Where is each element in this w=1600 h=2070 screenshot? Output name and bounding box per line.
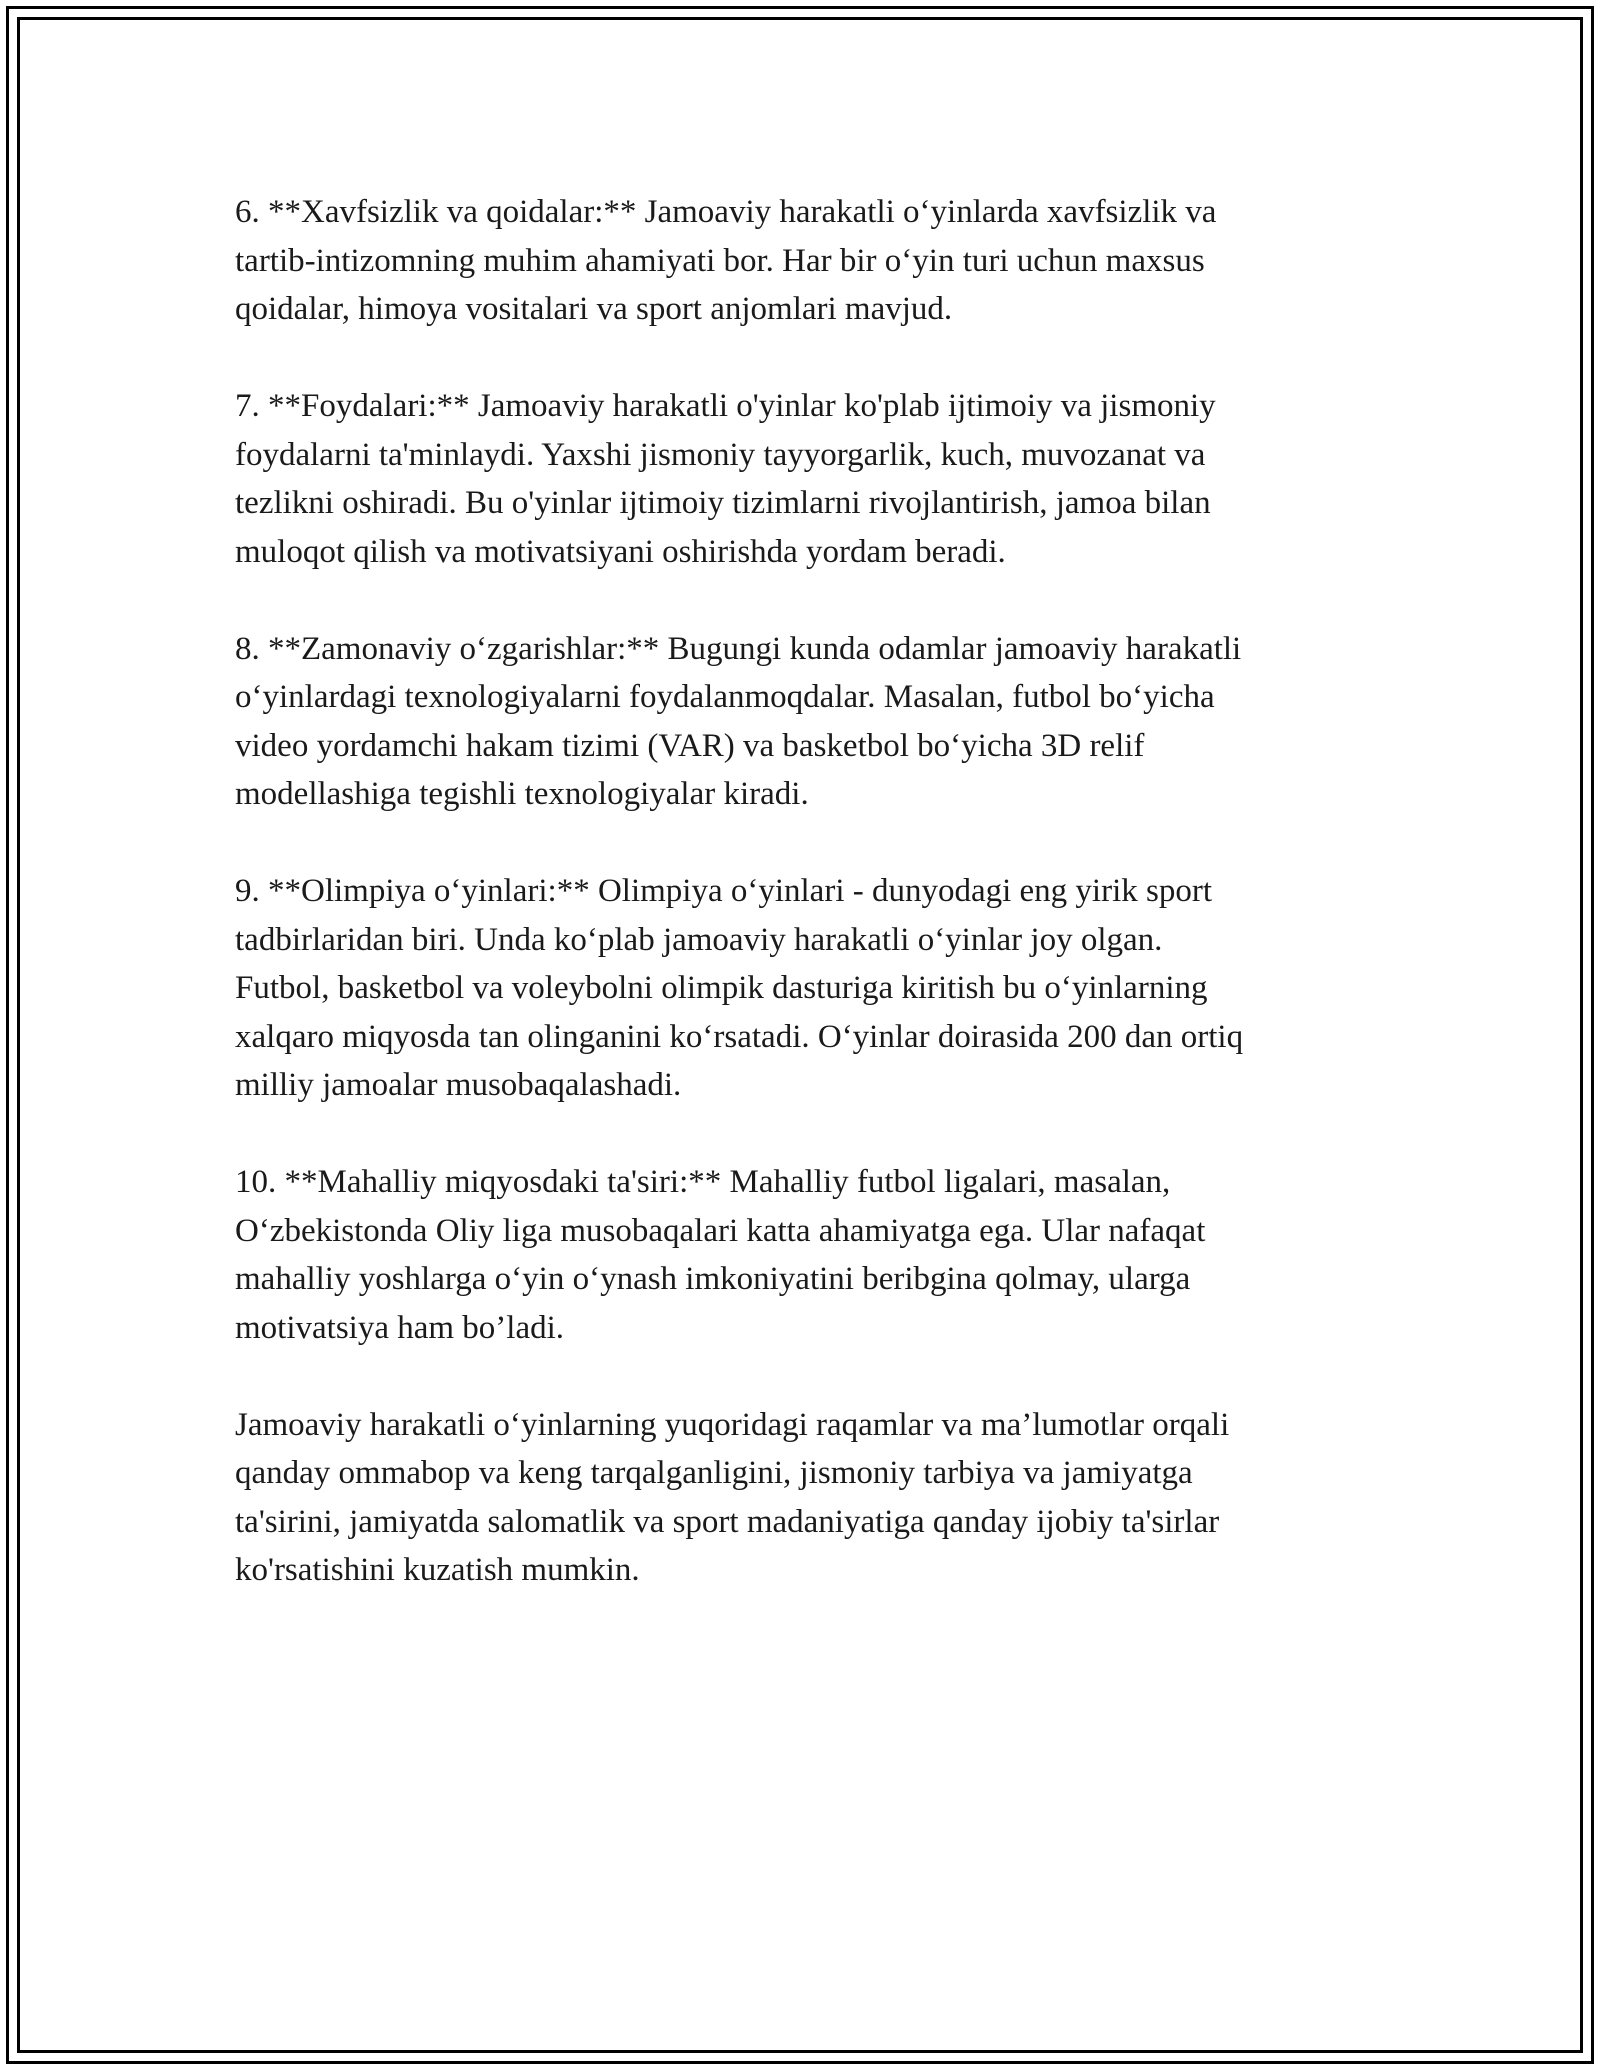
- paragraph-olimpiya: 9. **Olimpiya o‘yinlari:** Olimpiya o‘yinlari - dunyodagi eng yirik sport tadbirlaridan biri. Unda ko‘plab jamoaviy harakatli o‘yinlar joy olgan. Futbol, basketbol va voleybolni olimpik dasturiga kiritish bu o‘yinlarning xalqaro miqyosda tan olinganini ko‘rsatadi. O‘yinlar doirasida 200 dan ortiq milliy jamoalar musobaqalashadi.: [235, 873, 1244, 1103]
- paragraph-foydalari: 7. **Foydalari:** Jamoaviy harakatli o'yinlar ko'plab ijtimoiy va jismoniy foydalarni ta'minlaydi. Yaxshi jismoniy tayyorgarlik, kuch, muvozanat va tezlikni oshiradi. Bu o'yinlar ijtimoiy tizimlarni rivojlantirish, jamoa bilan muloqot qilish va motivatsiyani oshirishda yordam beradi.: [235, 388, 1216, 570]
- paragraph-conclusion: Jamoaviy harakatli o‘yinlarning yuqoridagi raqamlar va ma’lumotlar orqali qanday ommabop va keng tarqalganligini, jismoniy tarbiya va jamiyatga ta'sirini, jamiyatda salomatlik va sport madaniyatiga qanday ijobiy ta'sirlar ko'rsatishini kuzatish mumkin.: [235, 1406, 1230, 1588]
- paragraph-xavfsizlik: 6. **Xavfsizlik va qoidalar:** Jamoaviy harakatli o‘yinlarda xavfsizlik va tartib-intizomning muhim ahamiyati bor. Har bir o‘yin turi uchun maxsus qoidalar, himoya vositalari va sport anjomlari mavjud.: [235, 194, 1217, 327]
- paragraph-mahalliy: 10. **Mahalliy miqyosdaki ta'siri:** Mahalliy futbol ligalari, masalan, O‘zbekistonda Oliy liga musobaqalari katta ahamiyatga ega. Ular nafaqat mahalliy yoshlarga o‘yin o‘ynash imkoniyatini beribgina qolmay, ularga motivatsiya ham bo’ladi.: [235, 1164, 1206, 1346]
- paragraph-zamonaviy: 8. **Zamonaviy o‘zgarishlar:** Bugungi kunda odamlar jamoaviy harakatli o‘yinlardagi texnologiyalarni foydalanmoqdalar. Masalan, futbol bo‘yicha video yordamchi hakam tizimi (VAR) va basketbol bo‘yicha 3D relif modellashiga tegishli texnologiyalar kiradi.: [235, 630, 1242, 812]
- document-body: [235, 188, 1385, 1643]
